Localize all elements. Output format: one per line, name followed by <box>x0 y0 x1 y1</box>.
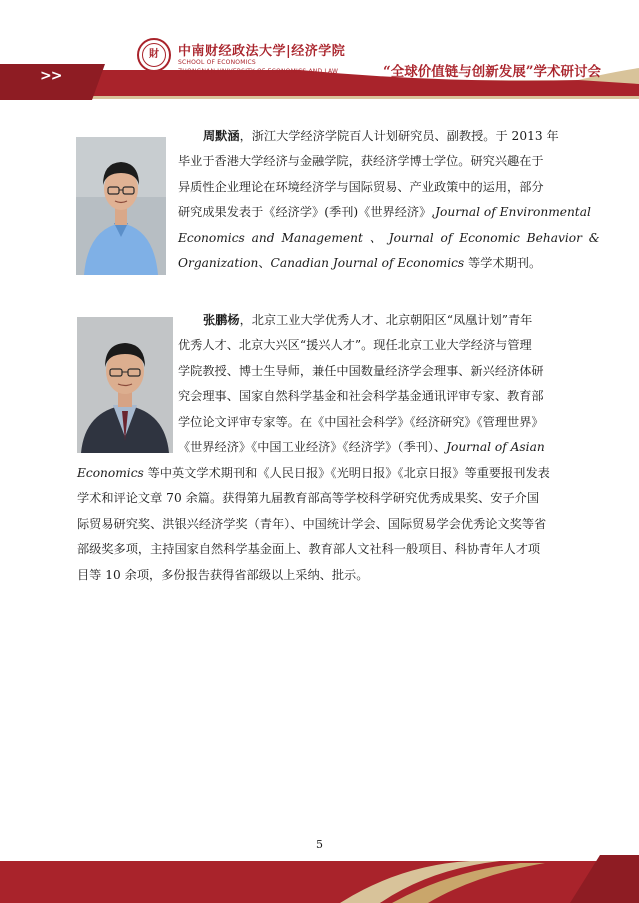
bio-name: 周默涵 <box>203 129 240 143</box>
portrait-photo-icon <box>76 137 166 275</box>
school-name-cn: 中南财经政法大学|经济学院 <box>178 44 346 59</box>
bio-line: 《世界经济》《中国工业经济》《经济学》（季刊）、Journal of Asian <box>178 439 545 454</box>
conference-title: “全球价值链与创新发展”学术研讨会 <box>382 64 601 80</box>
bio-line: 张鹏杨，北京工业大学优秀人才、北京朝阳区“凤凰计划”青年 <box>203 313 533 327</box>
school-name-en-line1: SCHOOL OF ECONOMICS <box>178 59 256 66</box>
bio-line: 际贸易研究奖、洪银兴经济学奖（青年）、中国统计学会、国际贸易学会优秀论文奖等省 <box>77 516 547 531</box>
bio-line: 目等 10 余项，多份报告获得省部级以上采纳、批示。 <box>77 567 369 582</box>
bio-line: 究会理事、国家自然科学基金和社会科学基金通讯评审专家、教育部 <box>178 389 544 404</box>
bio-name: 张鹏杨 <box>203 313 240 327</box>
university-seal-icon: 財 <box>137 38 171 72</box>
bio-zhou-mohan <box>178 124 600 276</box>
bio-zhang-pengyang <box>178 308 564 460</box>
bio-line: 学术和评论文章 70 余篇。获得第九届教育部高等学校科学研究优秀成果奖、安子介国 <box>77 491 540 506</box>
bio-line: Organization、Canadian Journal of Economics 等学术期刊。 <box>178 255 542 270</box>
bio-line: 学位论文评审专家等。在《中国社会科学》《经济研究》《管理世界》 <box>178 414 544 429</box>
footer-banner-graphic <box>0 855 639 903</box>
portrait-photo-icon <box>77 317 173 453</box>
bio-line: Economics and Management 、 Journal of Economic Behavior & <box>178 230 600 245</box>
page-header <box>0 0 639 102</box>
school-name-en-line2: ZHONGNAN UNIVERSITY OF ECONOMICS AND LAW <box>178 68 339 75</box>
bio-line: 毕业于香港大学经济与金融学院，获经济学博士学位。研究兴趣在于 <box>178 154 544 169</box>
bio-line: 周默涵，浙江大学经济学院百人计划研究员、副教授。于 2013 年 <box>203 129 559 143</box>
bio-line: 部级奖多项，主持国家自然科学基金面上、教育部人文社科一般项目、科协青年人才项 <box>77 542 541 557</box>
bio-line: 研究成果发表于《经济学》(季刊)《世界经济》,Journal of Environmental <box>178 205 591 220</box>
bio-line: 优秀人才、北京大兴区“援兴人才”。现任北京工业大学经济与管理 <box>178 338 532 353</box>
bio-line: Economics 等中英文学术期刊和《人民日报》《光明日报》《北京日报》等重要报刊发表 <box>77 466 550 480</box>
bio-line: 学院教授、博士生导师，兼任中国数量经济学会理事、新兴经济体研 <box>178 363 544 378</box>
page-number: 5 <box>316 838 323 851</box>
nav-chevrons: >> <box>40 68 62 84</box>
bio-line: 异质性企业理论在环境经济学与国际贸易、产业政策中的运用，部分 <box>178 179 544 194</box>
bio-zhang-pengyang-continued <box>77 461 564 588</box>
